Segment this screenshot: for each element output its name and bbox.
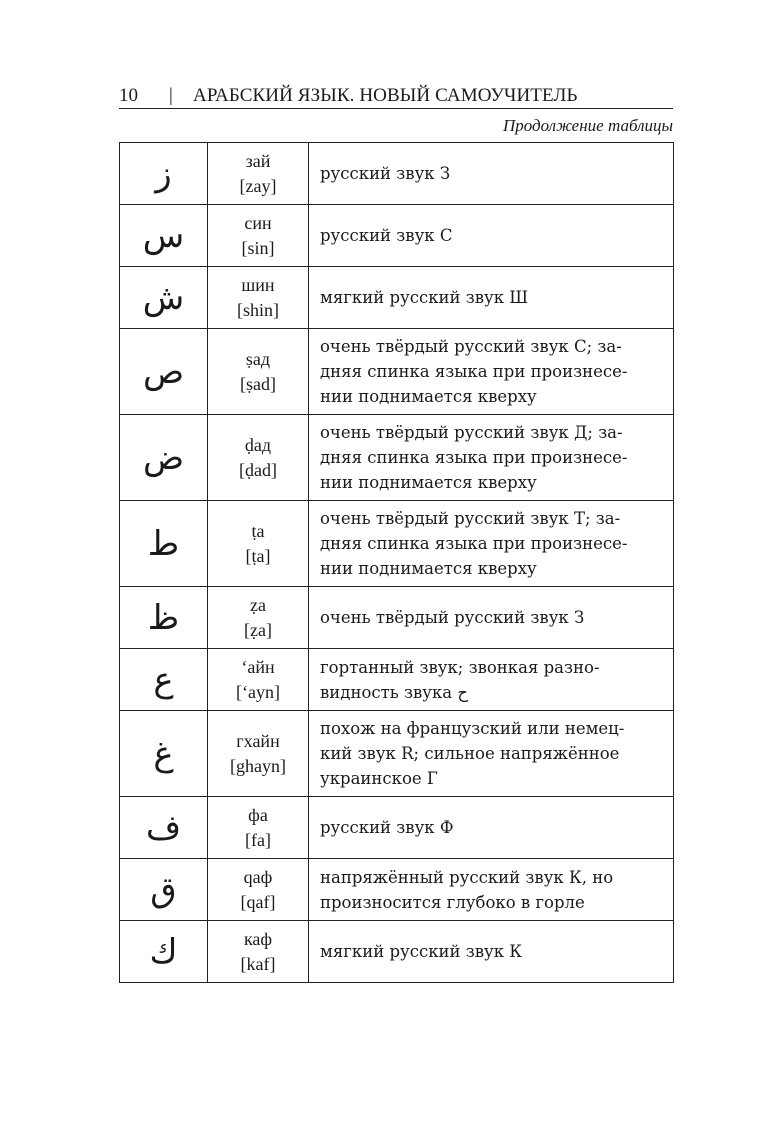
letter-transliteration: [‘ayn] <box>236 681 280 702</box>
arabic-letter: ف <box>120 797 208 859</box>
letter-name: каф <box>243 928 273 949</box>
letter-name: ḍад <box>244 434 272 455</box>
header-separator: | <box>169 85 173 106</box>
arabic-letter: ظ <box>120 587 208 649</box>
letter-name-cell <box>208 205 309 267</box>
description-line: очень твёрдый русский звук С; за- <box>320 337 622 356</box>
arabic-letter: س <box>120 205 208 267</box>
letter-name-cell <box>208 329 309 415</box>
alphabet-table <box>119 142 674 983</box>
letter-name-cell <box>208 797 309 859</box>
sound-description <box>309 415 674 501</box>
letter-transliteration: [ẓa] <box>244 619 272 640</box>
letter-name: ‘айн <box>241 656 275 677</box>
letter-transliteration: [sin] <box>241 237 275 258</box>
table-row <box>120 501 674 587</box>
letter-transliteration: [fa] <box>245 829 271 850</box>
table-row <box>120 921 674 983</box>
sound-description <box>309 649 674 711</box>
description-line: похож на французский или немец- <box>320 719 625 738</box>
table-row <box>120 329 674 415</box>
description-line: произносится глубоко в горле <box>320 892 585 912</box>
description-line: очень твёрдый русский звук Д; за- <box>320 423 623 442</box>
arabic-letter: ز <box>120 143 208 205</box>
table-row <box>120 797 674 859</box>
description-line: нии поднимается кверху <box>320 473 537 492</box>
table-row <box>120 143 674 205</box>
letter-name: qаф <box>243 866 273 887</box>
arabic-letter: ق <box>120 859 208 921</box>
arabic-letter: ع <box>120 649 208 711</box>
arabic-letter: ص <box>120 329 208 415</box>
letter-transliteration: [ṭa] <box>245 545 271 566</box>
letter-name-cell <box>208 415 309 501</box>
table-row <box>120 649 674 711</box>
description-line: нии поднимается кверху <box>320 559 537 578</box>
letter-transliteration: [zay] <box>239 175 277 196</box>
alphabet-table-body <box>120 143 674 983</box>
table-row <box>120 415 674 501</box>
letter-name: ṣад <box>245 348 271 369</box>
letter-name: син <box>244 212 272 233</box>
arabic-letter: ض <box>120 415 208 501</box>
letter-name-cell <box>208 859 309 921</box>
description-line: кий звук R; сильное напряжённое <box>320 744 620 763</box>
sound-description <box>309 711 674 797</box>
sound-description <box>309 921 674 983</box>
letter-name: ẓа <box>250 594 266 615</box>
description-line: мягкий русский звук К <box>320 942 523 961</box>
book-title: АРАБСКИЙ ЯЗЫК. НОВЫЙ САМОУЧИТЕЛЬ <box>193 85 578 106</box>
letter-name: ṭа <box>251 520 265 541</box>
table-row <box>120 859 674 921</box>
arabic-letter: ك <box>120 921 208 983</box>
description-line: русский звук С <box>320 226 453 245</box>
description-line: видность звука ح <box>320 682 469 702</box>
letter-transliteration: [ghayn] <box>230 755 286 776</box>
letter-name-cell <box>208 921 309 983</box>
table-row <box>120 711 674 797</box>
letter-transliteration: [ḍad] <box>239 459 277 480</box>
table-continuation-label: Продолжение таблицы <box>502 116 673 135</box>
letter-transliteration: [qaf] <box>240 891 276 912</box>
arabic-letter: ط <box>120 501 208 587</box>
letter-name-cell <box>208 711 309 797</box>
letter-transliteration: [kaf] <box>240 953 276 974</box>
letter-transliteration: [ṣad] <box>240 373 276 394</box>
letter-name: зай <box>245 150 271 171</box>
arabic-letter: ش <box>120 267 208 329</box>
sound-description <box>309 205 674 267</box>
sound-description <box>309 267 674 329</box>
sound-description <box>309 501 674 587</box>
letter-name-cell <box>208 501 309 587</box>
sound-description <box>309 143 674 205</box>
table-row <box>120 205 674 267</box>
arabic-letter: غ <box>120 711 208 797</box>
description-line: дняя спинка языка при произнесе- <box>320 534 628 553</box>
description-line: дняя спинка языка при произнесе- <box>320 362 628 381</box>
letter-name-cell <box>208 267 309 329</box>
description-line: русский звук Ф <box>320 818 454 837</box>
page-header <box>119 84 673 109</box>
description-line: очень твёрдый русский звук З <box>320 608 585 627</box>
sound-description <box>309 329 674 415</box>
description-line: русский звук З <box>320 164 451 183</box>
letter-name-cell <box>208 143 309 205</box>
letter-transliteration: [shin] <box>237 299 279 320</box>
letter-name-cell <box>208 649 309 711</box>
description-line: мягкий русский звук Ш <box>320 288 529 307</box>
sound-description <box>309 587 674 649</box>
description-line: украинское Г <box>320 769 438 788</box>
description-line: очень твёрдый русский звук Т; за- <box>320 509 621 528</box>
table-row <box>120 587 674 649</box>
letter-name: шин <box>241 274 275 295</box>
sound-description <box>309 859 674 921</box>
letter-name-cell <box>208 587 309 649</box>
letter-name: фа <box>248 804 268 825</box>
sound-description <box>309 797 674 859</box>
letter-name: гхайн <box>236 730 280 751</box>
description-line: дняя спинка языка при произнесе- <box>320 448 628 467</box>
description-line: гортанный звук; звонкая разно- <box>320 657 600 677</box>
description-line: напряжённый русский звук К, но <box>320 867 614 887</box>
table-row <box>120 267 674 329</box>
description-line: нии поднимается кверху <box>320 387 537 406</box>
page-number: 10 <box>119 85 138 106</box>
